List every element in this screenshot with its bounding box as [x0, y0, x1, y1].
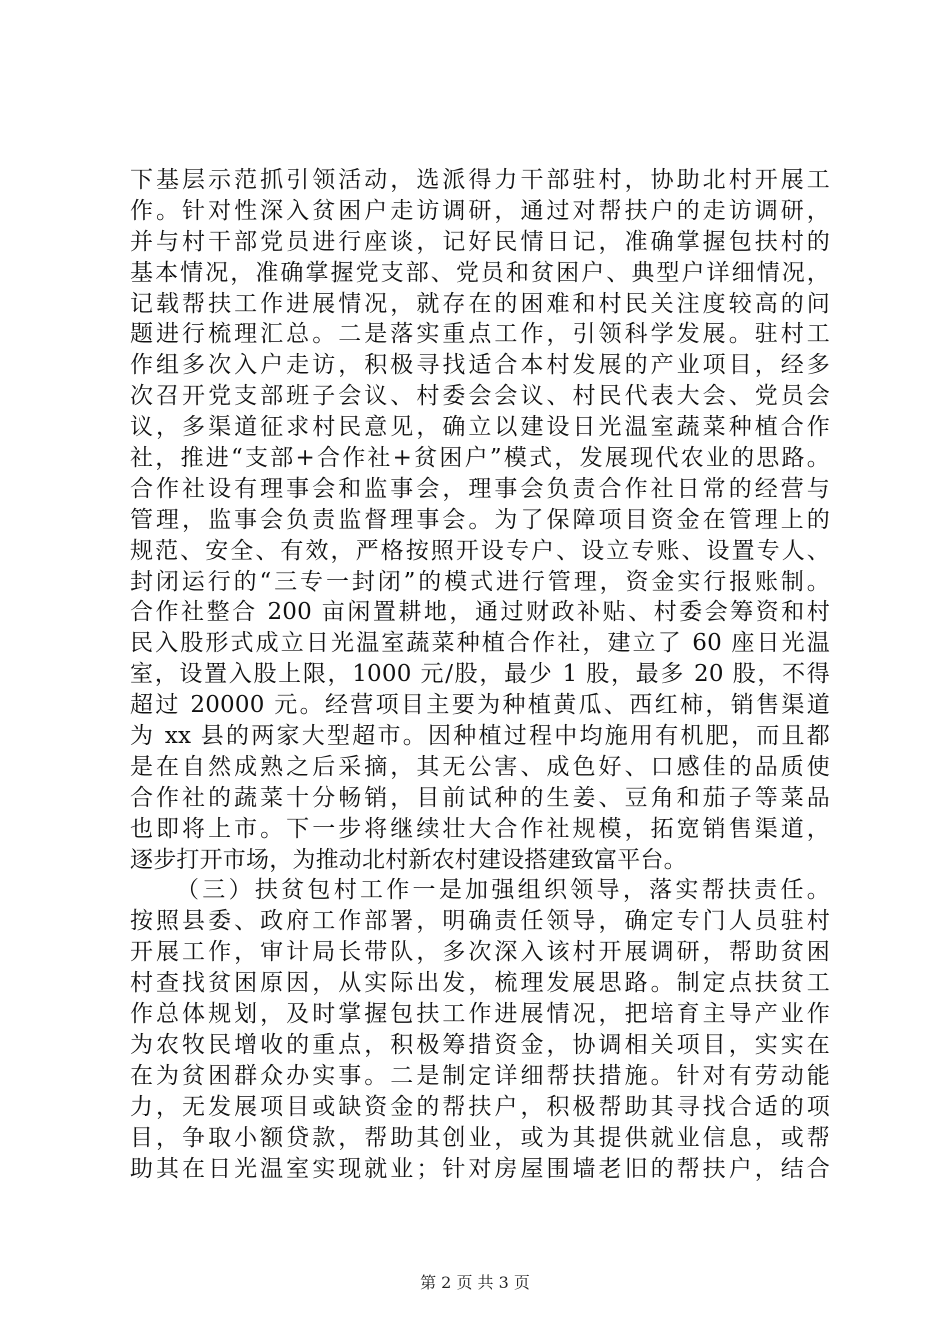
text-line: 并与村干部党员进行座谈，记好民情日记，准确掌握包扶村的: [130, 228, 830, 255]
text-line: 基本情况，准确掌握党支部、党员和贫困户、典型户详细情况，: [130, 259, 830, 286]
text-line: 逐步打开市场，为推动北村新农村建设搭建致富平台。: [130, 846, 687, 873]
text-line: 作组多次入户走访，积极寻找适合本村发展的产业项目，经多: [130, 352, 830, 379]
text-line: 规范、安全、有效，严格按照开设专户、设立专账、设置专人、: [130, 537, 830, 564]
page-number-footer: 第 2 页 共 3 页: [420, 1273, 530, 1292]
text-line: 在为贫困群众办实事。二是制定详细帮扶措施。针对有劳动能: [130, 1062, 830, 1089]
body-text: [130, 165, 830, 1184]
text-line: 室，设置入股上限，1000 元/股，最少 1 股，最多 20 股，不得: [130, 661, 830, 688]
text-line: 助其在日光温室实现就业；针对房屋围墙老旧的帮扶户，结合: [130, 1155, 830, 1182]
text-line: 题进行梳理汇总。二是落实重点工作，引领科学发展。驻村工: [130, 321, 830, 348]
text-line: 下基层示范抓引领活动，选派得力干部驻村，协助北村开展工: [130, 167, 830, 193]
text-line: 力，无发展项目或缺资金的帮扶户，积极帮助其寻找合适的项: [130, 1093, 830, 1120]
text-line: 村查找贫困原因，从实际出发，梳理发展思路。制定点扶贫工: [130, 970, 830, 997]
text-line: 民入股形式成立日光温室蔬菜种植合作社，建立了 60 座日光温: [130, 630, 830, 657]
text-line: 封闭运行的“三专一封闭”的模式进行管理，资金实行报账制。: [130, 568, 830, 595]
text-line: 议，多渠道征求村民意见，确立以建设日光温室蔬菜种植合作: [130, 414, 830, 441]
text-line: 社，推进“支部+合作社+贫困户”模式，发展现代农业的思路。: [130, 445, 830, 472]
text-line: 也即将上市。下一步将继续壮大合作社规模，拓宽销售渠道，: [130, 815, 830, 842]
section-heading-line: （三）扶贫包村工作一是加强组织领导，落实帮扶责任。: [176, 877, 830, 904]
text-line: 为农牧民增收的重点，积极筹措资金，协调相关项目，实实在: [130, 1031, 830, 1058]
text-line: 合作社整合 200 亩闲置耕地，通过财政补贴、村委会筹资和村: [130, 599, 830, 626]
text-line: 按照县委、政府工作部署，明确责任领导，确定专门人员驻村: [130, 908, 830, 935]
text-line: 超过 20000 元。经营项目主要为种植黄瓜、西红柿，销售渠道: [130, 692, 830, 719]
text-line: 合作社的蔬菜十分畅销，目前试种的生姜、豆角和茄子等菜品: [130, 784, 830, 811]
text-line: 开展工作，审计局长带队，多次深入该村开展调研，帮助贫困: [130, 939, 830, 966]
text-line: 作。针对性深入贫困户走访调研，通过对帮扶户的走访调研，: [130, 197, 830, 224]
text-line: 是在自然成熟之后采摘，其无公害、成色好、口感佳的品质使: [130, 753, 830, 780]
text-line: 记载帮扶工作进展情况，就存在的困难和村民关注度较高的问: [130, 290, 830, 317]
text-line: 次召开党支部班子会议、村委会会议、村民代表大会、党员会: [130, 383, 830, 410]
text-line: 管理，监事会负责监督理事会。为了保障项目资金在管理上的: [130, 506, 830, 533]
text-line: 为 xx 县的两家大型超市。因种植过程中均施用有机肥，而且都: [130, 723, 830, 750]
text-line: 作总体规划，及时掌握包扶工作进展情况，把培育主导产业作: [130, 1001, 830, 1028]
text-line: 目，争取小额贷款，帮助其创业，或为其提供就业信息，或帮: [130, 1124, 830, 1151]
text-line: 合作社设有理事会和监事会，理事会负责合作社日常的经营与: [130, 475, 830, 502]
